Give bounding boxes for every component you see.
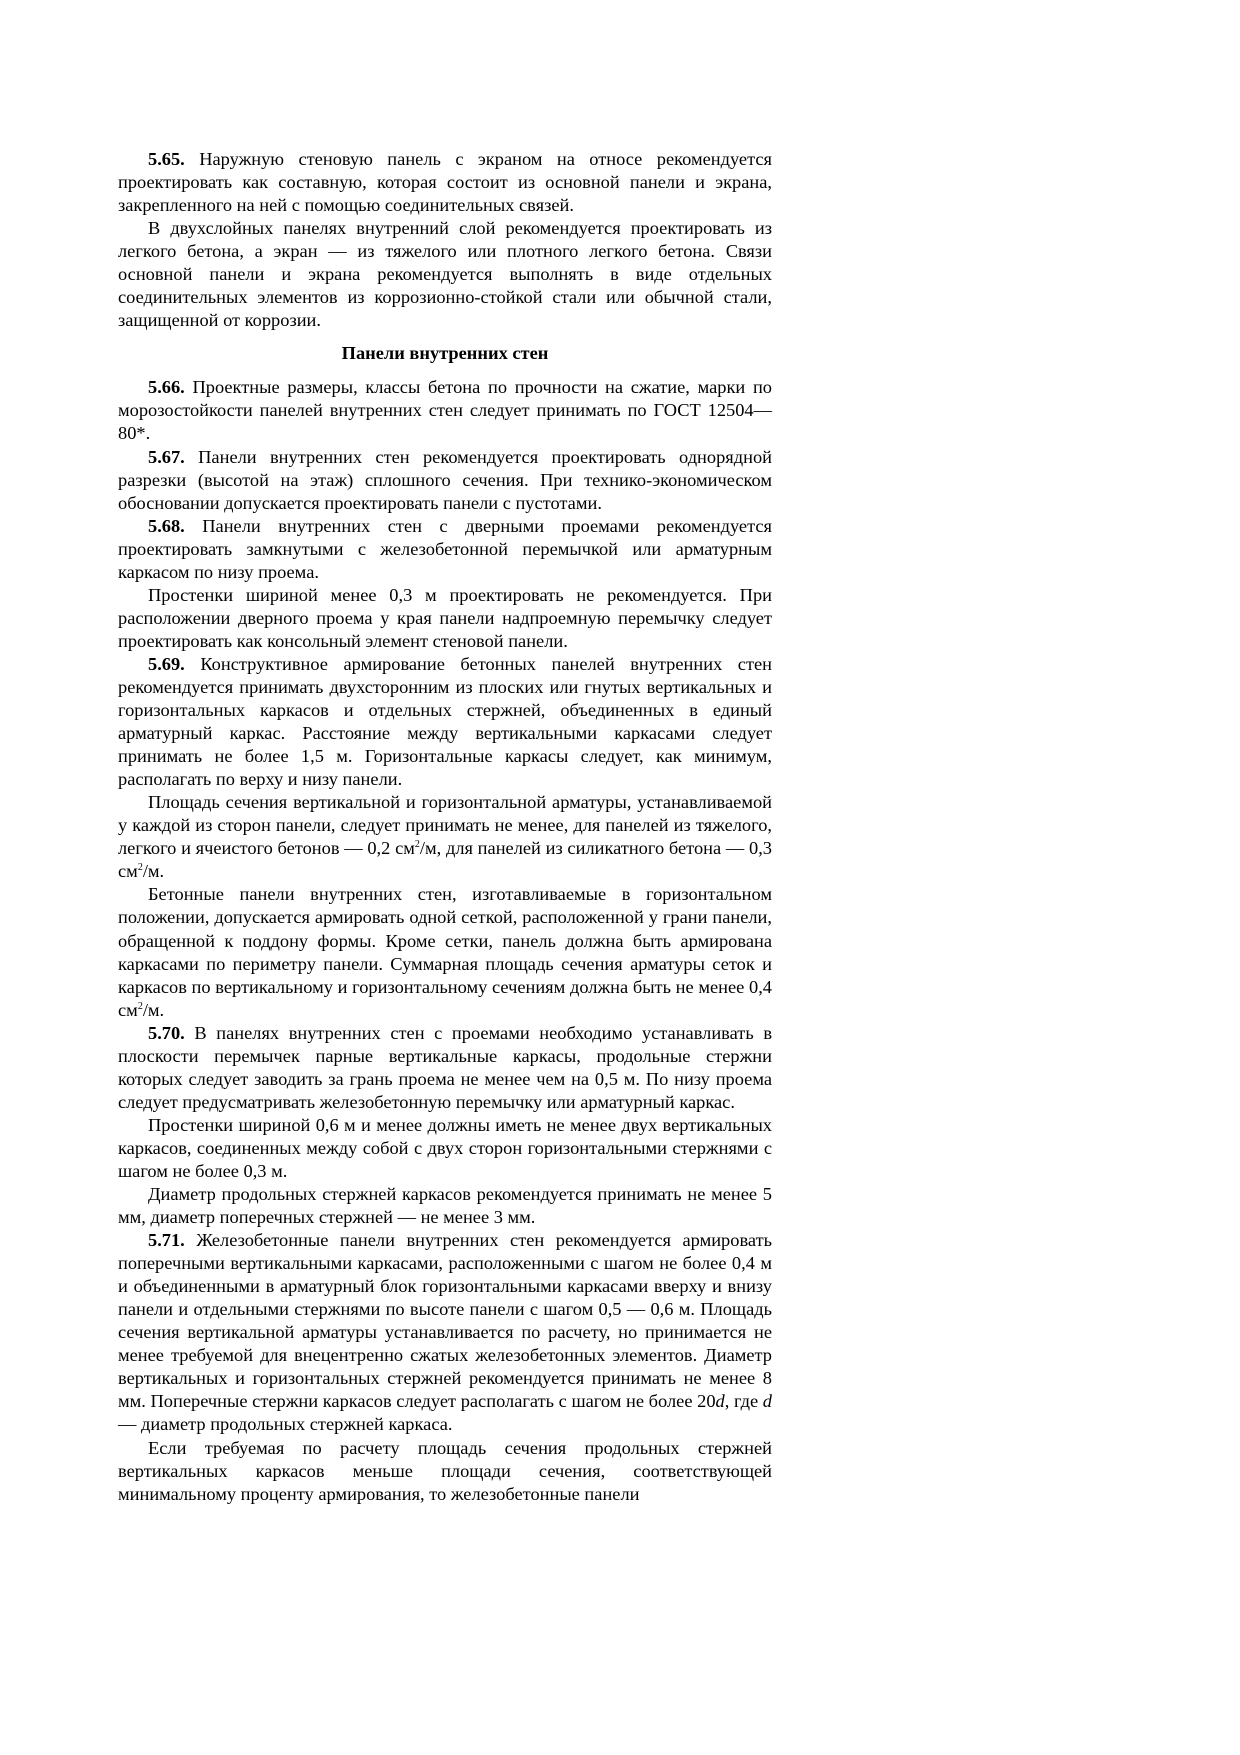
superscript: 2 [137,862,143,874]
paragraph-text: Панели внутренних стен с дверными проемами рекомендуется проектировать замкнутыми с железобетонной перемычкой или арматурным каркасом по низу проема. [118,515,772,582]
paragraph-text: Если требуемая по расчету площадь сечения продольных стержней вертикальных каркасов меньше площади сечения, соответствующей минимальному проценту армирования, то железобетонные панели [118,1437,772,1504]
clause-number: 5.70. [148,1022,185,1043]
paragraph-5-69 [118,653,772,791]
paragraph-5-71 [118,1229,772,1436]
paragraph-text: Наружную стеновую панель с экраном на относе рекомендуется проектировать как составную, которая состоит из основной панели и экрана, закрепленного на ней с помощью соединительных связей. [118,149,772,216]
paragraph-5-66 [118,376,772,445]
paragraph-text: В панелях внутренних стен с проемами необходимо устанавливать в плоскости перемычек парные вертикальные каркасы, продольные стержни которых следует заводить за грань проема не менее чем на 0,5 м. По низу проема следует предусматривать железобетонную перемычку или арматурный каркас. [118,1022,772,1112]
paragraph-text: Железобетонные панели внутренних стен рекомендуется армировать поперечными вертикальными каркасами, расположенными с шагом не более 0,4 м и объединенными в арматурный блок горизонтальными каркасами вверху и внизу панели и отдельными стержнями по высоте панели с шагом 0,5 — 0,6 м. Площадь сечения вертикальной арматуры устанавливается по расчету, но принимается не менее требуемой для внецентренно сжатых железобетонных элементов. Диаметр вертикальных и горизонтальных стержней рекомендуется принимать не менее 8 мм. Поперечные стержни каркасов следует располагать с шагом не более 20 [118,1230,772,1412]
paragraph-text: /м. [142,999,165,1020]
paragraph-text: В двухслойных панелях внутренний слой рекомендуется проектировать из легкого бетона, а экран — из тяжелого или плотного легкого бетона. Связи основной панели и экрана рекомендуется выполнять в виде отдельных соединительных элементов из коррозионно-стойкой стали или обычной стали, защищенной от коррозии. [118,218,772,331]
paragraph [118,1437,772,1506]
clause-number: 5.65. [148,149,185,169]
paragraph-5-67 [118,446,772,515]
section-heading: Панели внутренних стен [341,343,549,364]
paragraph-text: Простенки шириной 0,6 м и менее должны иметь не менее двух вертикальных каркасов, соединенных между собой с двух сторон горизонтальными стержнями с шагом не более 0,3 м. [118,1114,772,1181]
paragraph [118,584,772,653]
clause-number: 5.69. [148,653,185,674]
clause-number: 5.67. [148,446,185,467]
variable-d: d [762,1391,772,1412]
clause-number: 5.66. [148,377,185,398]
superscript: 2 [137,1000,143,1012]
paragraph-5-68 [118,515,772,584]
paragraph-text: Площадь сечения вертикальной и горизонтальной арматуры, устанавливаемой у каждой из сторон панели, следует принимать не менее, для панелей из тяжелого, легкого и ячеистого бетонов — 0,2 см [118,792,772,859]
paragraph-text: , где [724,1391,763,1412]
paragraph-text: Проектные размеры, классы бетона по прочности на сжатие, марки по морозостойкости панелей внутренних стен следует принимать по ГОСТ 12504—80*. [118,377,772,444]
paragraph-text: Диаметр продольных стержней каркасов рекомендуется принимать не менее 5 мм, диаметр поперечных стержней — не менее 3 мм. [118,1184,772,1228]
paragraph [118,1114,772,1183]
superscript: 2 [414,839,420,851]
paragraph-text: /м, для панелей из силикатного бетона — 0,3 см [118,838,772,882]
paragraph-text: Конструктивное армирование бетонных панелей внутренних стен рекомендуется принимать двухсторонним из плоских или гнутых вертикальных и горизонтальных каркасов и отдельных стержней, объединенных в единый арматурный каркас. Расстояние между вертикальными каркасами следует принимать не более 1,5 м. Горизонтальные каркасы следует, как минимум, располагать по верху и низу панели. [118,653,772,790]
variable-d: d [715,1391,725,1412]
paragraph-text: — диаметр продольных стержней каркаса. [118,1414,453,1435]
paragraph [118,883,772,1021]
clause-number: 5.68. [148,515,185,536]
paragraph [118,1183,772,1229]
clause-number: 5.71. [148,1230,185,1251]
document-page [118,148,772,1506]
paragraph [118,791,772,883]
paragraph [118,217,772,332]
paragraph-5-70 [118,1022,772,1114]
paragraph-text: Панели внутренних стен рекомендуется проектировать однорядной разрезки (высотой на этаж) сплошного сечения. При технико-экономическом обосновании допускается проектировать панели с пустотами. [118,446,772,513]
paragraph-text: /м. [142,861,165,882]
paragraph-text: Бетонные панели внутренних стен, изготавливаемые в горизонтальном положении, допускается армировать одной сеткой, расположенной у грани панели, обращенной к поддону формы. Кроме сетки, панель должна быть армирована каркасами по периметру панели. Суммарная площадь сечения арматуры сеток и каркасов по вертикальному и горизонтальному сечениям должна быть не менее 0,4 см [118,884,772,1020]
paragraph-5-65 [118,148,772,217]
paragraph-text: Простенки шириной менее 0,3 м проектировать не рекомендуется. При расположении дверного проема у края панели надпроемную перемычку следует проектировать как консольный элемент стеновой панели. [118,584,772,651]
